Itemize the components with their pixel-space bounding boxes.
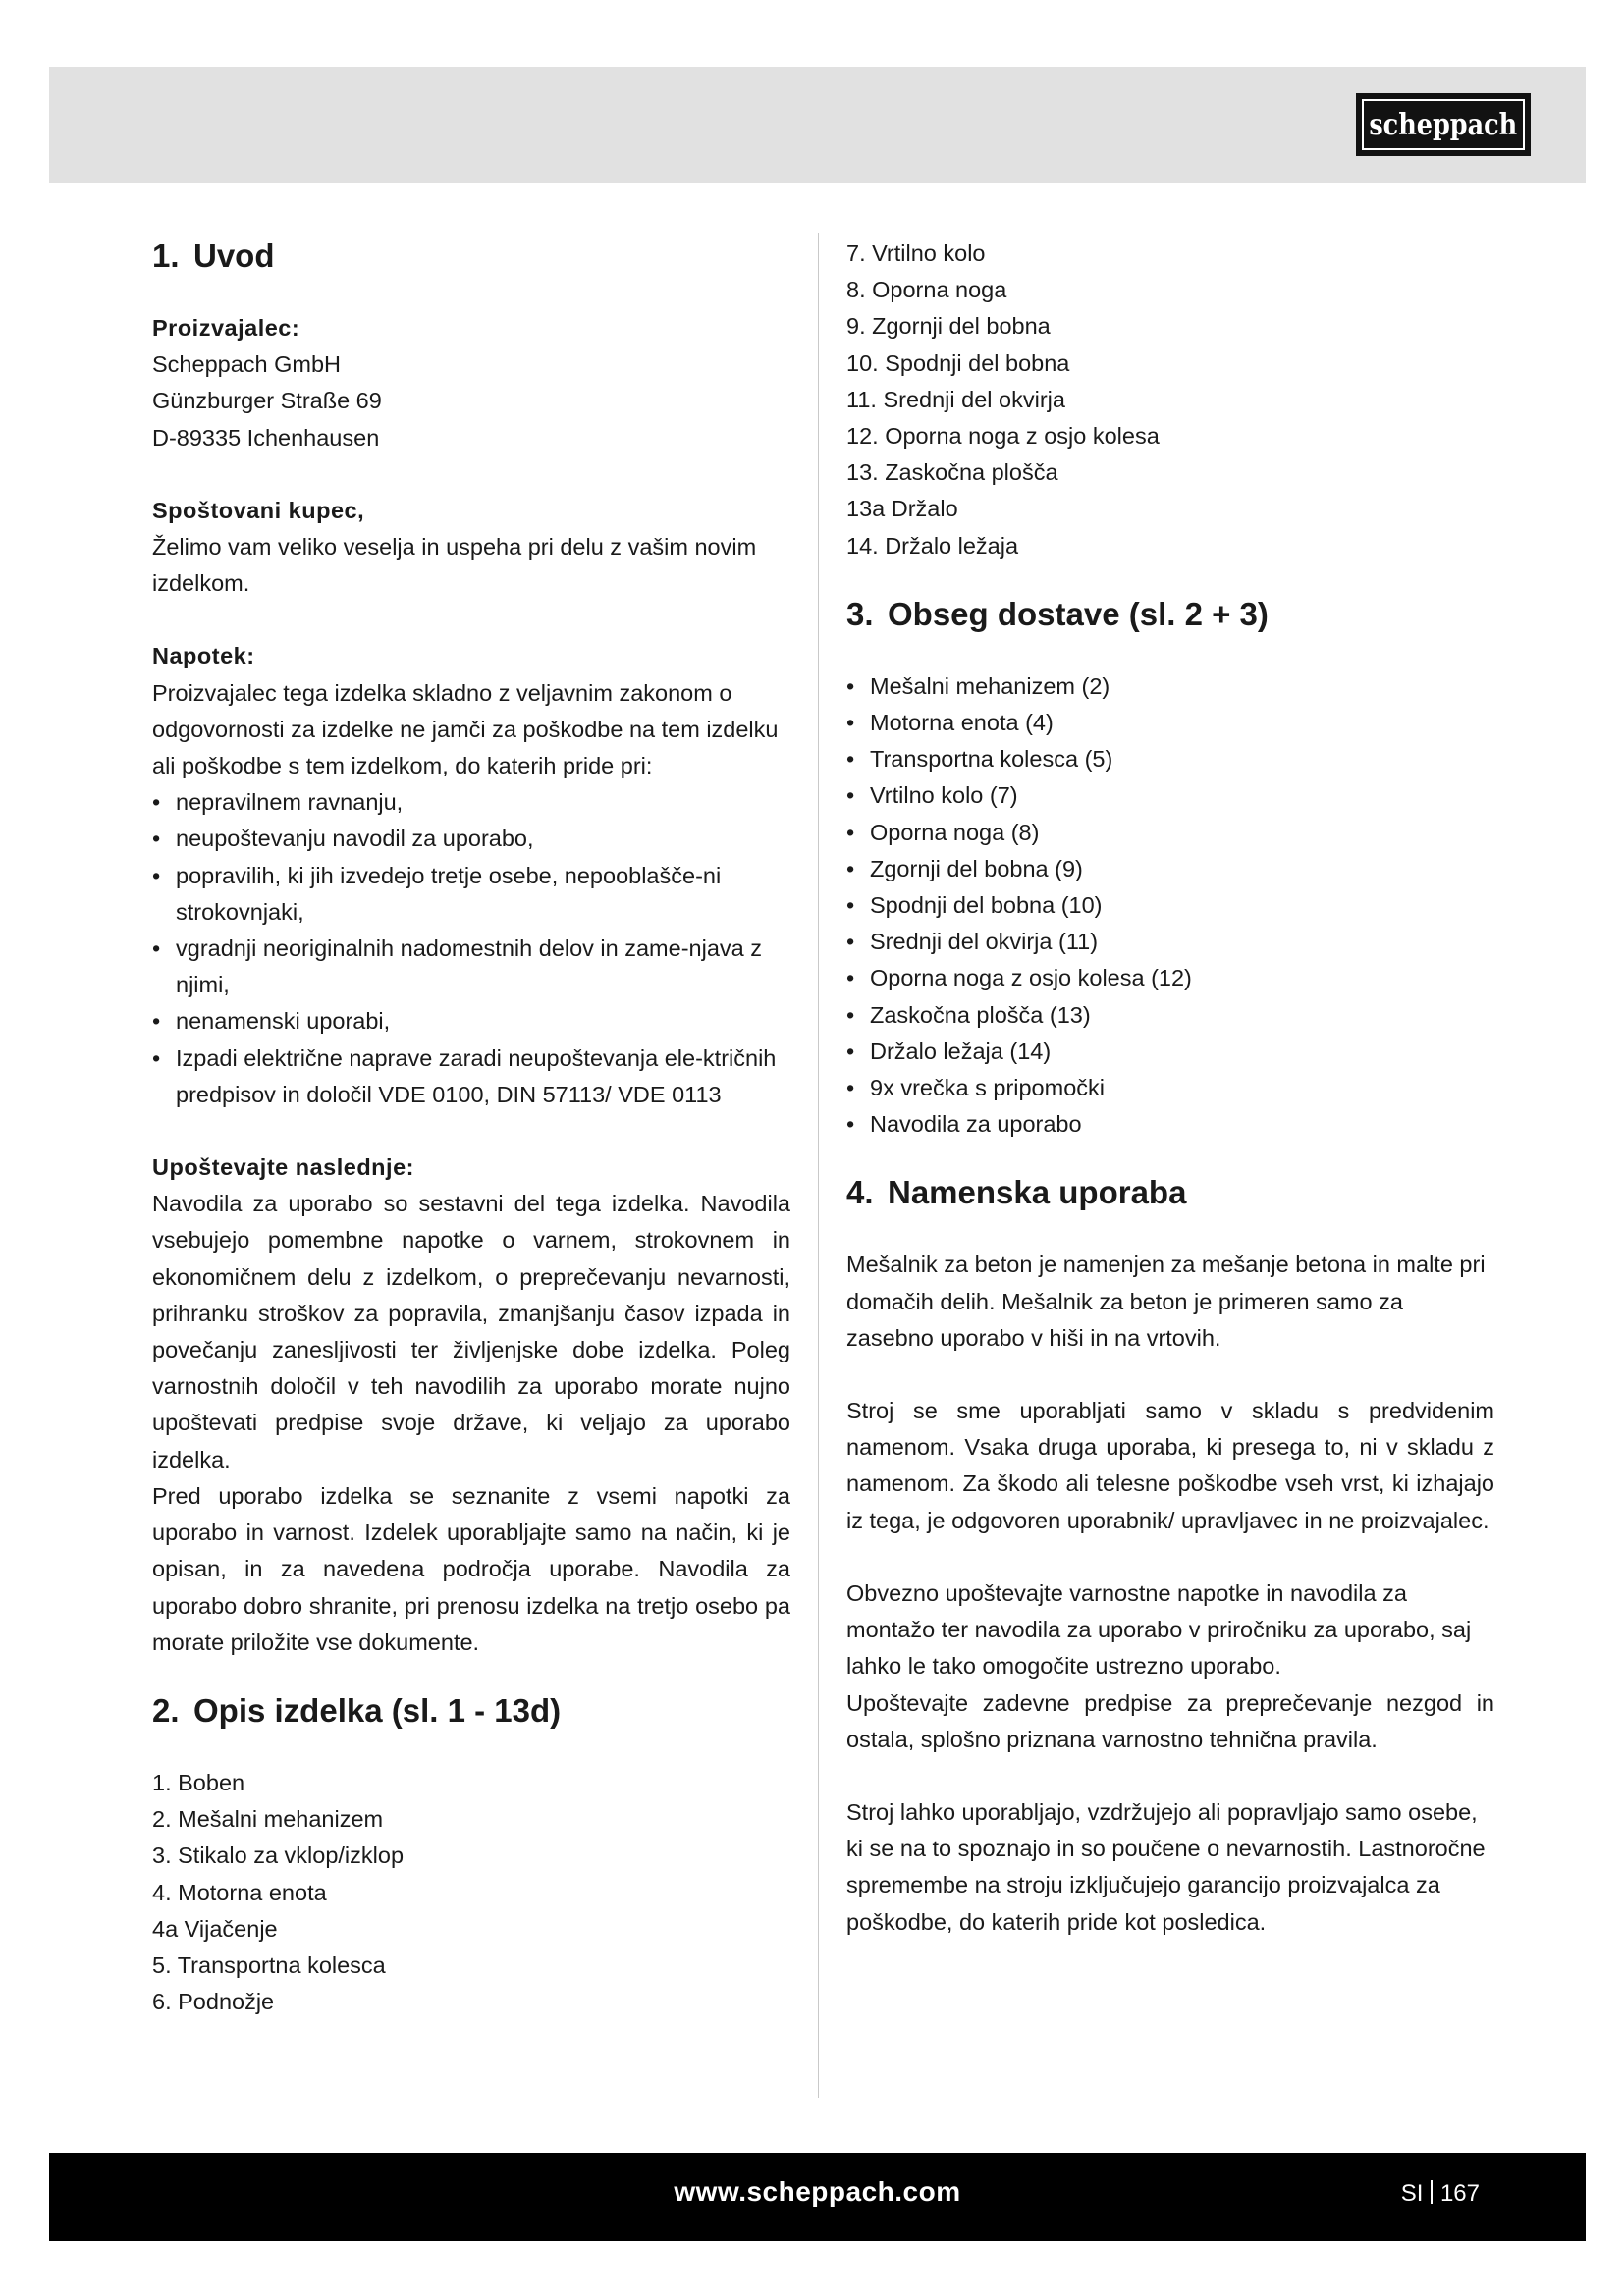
page-number: SI 167 (1400, 2180, 1480, 2207)
list-item: 1. Boben (152, 1769, 245, 1795)
list-item: 2. Mešalni mehanizem (152, 1806, 384, 1833)
list-item: • Srednji del okvirja (11) (846, 924, 1494, 960)
manufacturer-line: Scheppach GmbH (152, 351, 342, 378)
greeting-text: Želimo vam veliko veselja in uspeha pri delu z vašim novim izdelkom. (152, 534, 757, 597)
list-item: • Transportna kolesca (5) (846, 741, 1494, 777)
delivery-list (846, 668, 1494, 1144)
list-item: • neupoštevanju navodil za uporabo, (152, 821, 790, 857)
intended-use-paragraph: Upoštevajte zadevne predpise za preprečevanje nezgod in ostala, splošno priznana varnostno tehnična pravila. (846, 1689, 1494, 1752)
intended-use-paragraph: Stroj se sme uporabljati samo v skladu s predvidenim namenom. Vsaka druga uporaba, ki presega to, ni v skladu z namenom. Za škodo ali telesne poškodbe vseh vrst, ki izhajajo iz tega, je odgovoren uporabnik/ upravljavec in ne proizvajalec. (846, 1398, 1494, 1533)
parts-list (152, 1765, 790, 2020)
note-label: Napotek: (152, 643, 255, 669)
parts-list-continued (846, 236, 1494, 564)
list-item: • Oporna noga z osjo kolesa (12) (846, 960, 1494, 996)
list-item: • nepravilnem ravnanju, (152, 784, 790, 821)
list-item: • Vrtilno kolo (7) (846, 777, 1494, 814)
note-text: Proizvajalec tega izdelka skladno z veljavnim zakonom o odgovornosti za izdelke ne jamči za poškodbe na tem izdelku ali poškodbe s tem izdelkom, do katerih pride pri: (152, 679, 779, 779)
list-item: 8. Oporna noga (846, 277, 1007, 303)
brand-text: scheppach (1369, 107, 1518, 142)
list-item: 13a Držalo (846, 496, 958, 522)
list-item: • popravilih, ki jih izvedejo tretje osebe, nepooblašče-ni strokovnjaki, (152, 858, 790, 931)
list-item: 14. Držalo ležaja (846, 532, 1019, 559)
manufacturer-label: Proizvajalec: (152, 315, 300, 341)
observe-paragraph: Pred uporabo izdelka se seznanite z vsemi napotki za uporabo in varnost. Izdelek uporabljajte samo na način, ki je opisan, in za navedena področja uporabe. Navodila za uporabo dobro shranite, pri prenosu izdelka na tretjo osebo pa morate priložite vse dokumente. (152, 1482, 790, 1655)
list-item: • Držalo ležaja (14) (846, 1034, 1494, 1070)
footer-bar (49, 2153, 1586, 2241)
list-item: 5. Transportna kolesca (152, 1951, 386, 1978)
intended-use-paragraph: Obvezno upoštevajte varnostne napotke in navodila za montažo ter navodila za uporabo v priročniku za uporabo, saj lahko le tako omogočite ustrezno uporabo. (846, 1579, 1472, 1680)
observe-label: Upoštevajte naslednje: (152, 1154, 414, 1181)
list-item: 4. Motorna enota (152, 1879, 327, 1905)
list-item: • Mešalni mehanizem (2) (846, 668, 1494, 705)
list-item: • Zgornji del bobna (9) (846, 851, 1494, 887)
list-item: 12. Oporna noga z osjo kolesa (846, 423, 1160, 450)
list-item: 6. Podnožje (152, 1989, 275, 2015)
section-title-delivery: 3. Obseg dostave (sl. 2 + 3) (846, 595, 1269, 632)
intended-use-paragraph: Stroj lahko uporabljajo, vzdržujejo ali popravljajo samo osebe, ki se na to spoznajo in so poučene o nevarnostih. Lastnoročne spremembe na stroju izključujejo garancijo proizvajalca za poškodbe, do katerih pride kot posledica. (846, 1798, 1486, 1935)
section-title-product-description: 2. Opis izdelka (sl. 1 - 13d) (152, 1691, 562, 1729)
list-item: 13. Zaskočna plošča (846, 459, 1058, 486)
list-item: 3. Stikalo za vklop/izklop (152, 1842, 405, 1869)
intended-use-paragraph: Mešalnik za beton je namenjen za mešanje betona in malte pri domačih delih. Mešalnik za beton je primeren samo za zasebno uporabo v hiši in na vrtovih. (846, 1252, 1486, 1351)
list-item: 7. Vrtilno kolo (846, 240, 986, 266)
list-item: • Motorna enota (4) (846, 705, 1494, 741)
list-item: 4a Vijačenje (152, 1915, 278, 1942)
list-item: • Navodila za uporabo (846, 1106, 1494, 1143)
list-item: • Oporna noga (8) (846, 815, 1494, 851)
header-bar (49, 67, 1586, 183)
website-link[interactable]: www.scheppach.com (674, 2176, 961, 2207)
list-item: 10. Spodnji del bobna (846, 349, 1070, 376)
list-item: • Zaskočna plošča (13) (846, 997, 1494, 1034)
list-item: 11. Srednji del okvirja (846, 386, 1065, 412)
manufacturer-line: Günzburger Straße 69 (152, 388, 382, 414)
list-item: 9. Zgornji del bobna (846, 313, 1051, 340)
observe-paragraph: Navodila za uporabo so sestavni del tega izdelka. Navodila vsebujejo pomembne napotke o varnem, strokovnem in ekonomičnem delu z izdelkom, o preprečevanju nevarnosti, prihranku stroškov za popravila, zmanjšanju časov izpada in povečanju zanesljivosti ter življenjske dobe izdelka. Poleg varnostnih določil v teh navodilih za uporabo morate nujno upoštevati predpise svoje države, ki veljajo za uporabo izdelka. (152, 1191, 790, 1472)
manufacturer-line: D-89335 Ichenhausen (152, 424, 380, 451)
left-column (152, 236, 790, 2020)
list-item: • nenamenski uporabi, (152, 1003, 790, 1040)
note-bullet-list (152, 784, 790, 1113)
column-divider (818, 233, 819, 2098)
list-item: • Izpadi električne naprave zaradi neupoštevanja ele-ktričnih predpisov in določil VDE 0100, DIN 57113/ VDE 0113 (152, 1041, 790, 1113)
section-title-intro: 1. Uvod (152, 238, 275, 274)
scheppach-logo (1356, 93, 1531, 156)
section-title-intended-use: 4. Namenska uporaba (846, 1174, 1187, 1211)
greeting-label: Spoštovani kupec, (152, 497, 365, 523)
list-item: • Spodnji del bobna (10) (846, 887, 1494, 924)
list-item: • 9x vrečka s pripomočki (846, 1070, 1494, 1106)
right-column (846, 236, 1494, 1941)
list-item: • vgradnji neoriginalnih nadomestnih delov in zame-njava z njimi, (152, 931, 790, 1003)
